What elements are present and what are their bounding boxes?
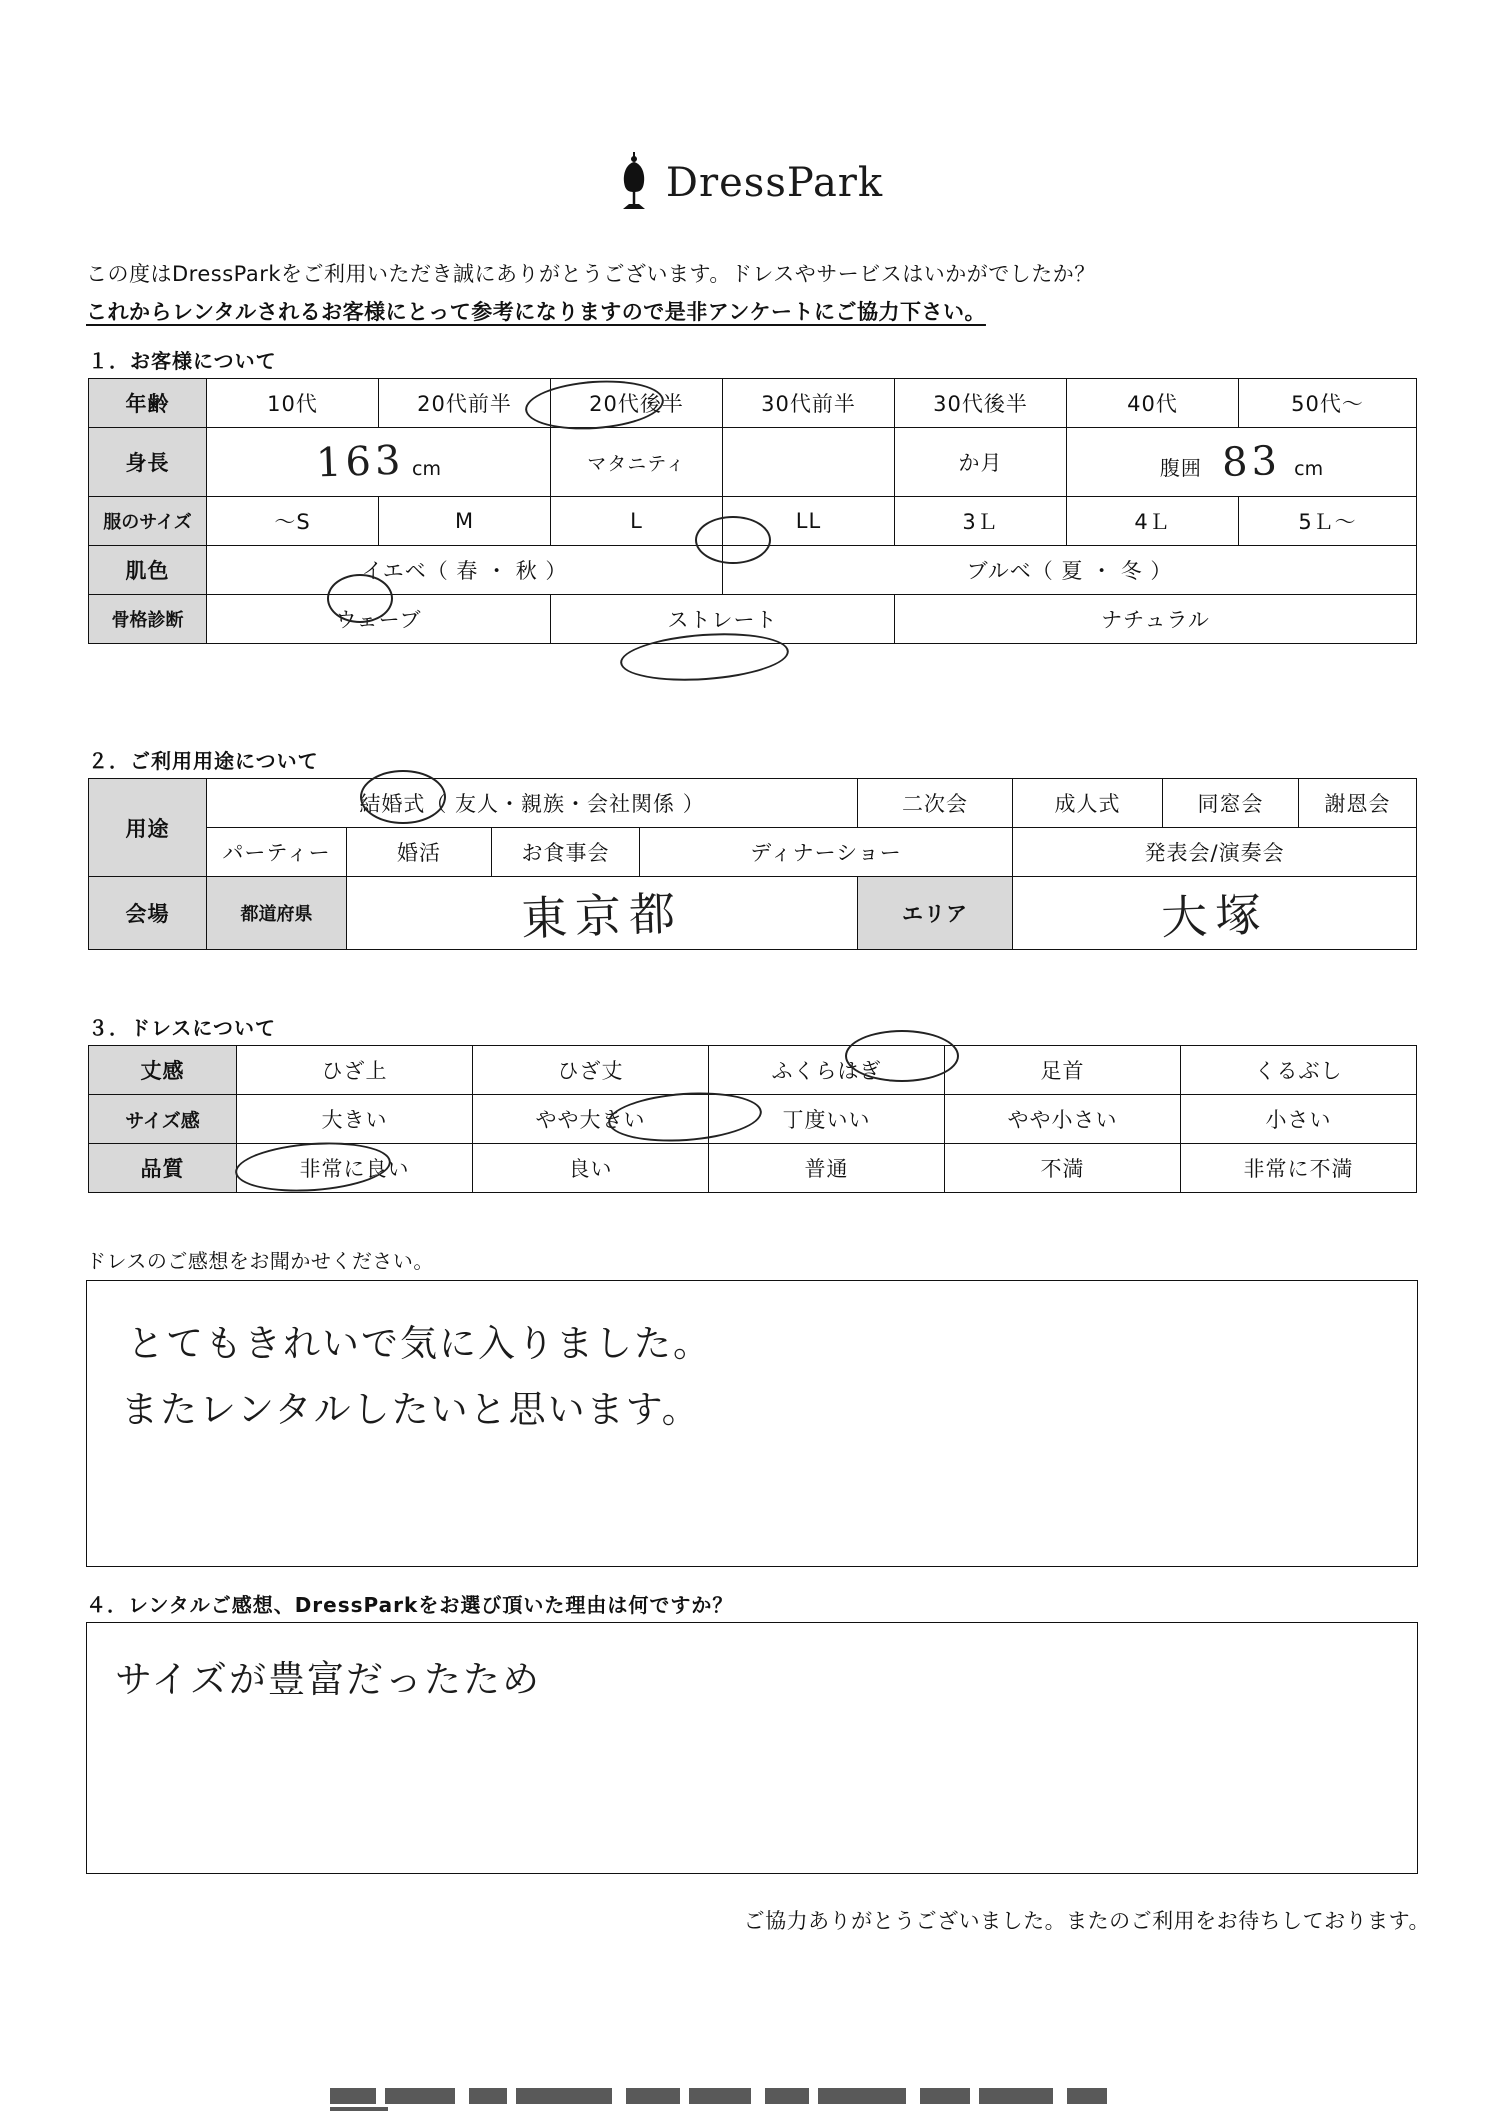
quality-option-good[interactable]: 良い: [473, 1144, 709, 1193]
age-option-20s-early[interactable]: 20代前半: [379, 379, 551, 428]
skin-tone-option-yellow-base[interactable]: イエベ（ 春 ・ 秋 ）: [207, 546, 723, 595]
dress-form-icon: [617, 150, 651, 216]
table-row-height: [89, 428, 1417, 497]
section-2-heading: ２．ご利用用途について: [88, 749, 319, 773]
impression-textbox[interactable]: [86, 1280, 1418, 1567]
age-option-40s[interactable]: 40代: [1067, 379, 1239, 428]
size-option-3l[interactable]: 3Ｌ: [895, 497, 1067, 546]
table-row-quality: [89, 1144, 1417, 1193]
age-option-30s-early[interactable]: 30代前半: [723, 379, 895, 428]
row-header-venue: 会場: [89, 877, 207, 950]
waist-label: 腹囲: [1159, 456, 1202, 480]
row-header-length: 丈感: [89, 1046, 237, 1095]
row-header-quality: 品質: [89, 1144, 237, 1193]
age-option-10s[interactable]: 10代: [207, 379, 379, 428]
age-option-30s-late[interactable]: 30代後半: [895, 379, 1067, 428]
quality-option-normal[interactable]: 普通: [709, 1144, 945, 1193]
area-label: エリア: [858, 877, 1013, 950]
height-unit: cm: [412, 458, 441, 480]
purpose-option-recital[interactable]: 発表会/演奏会: [1013, 828, 1417, 877]
purpose-option-wedding[interactable]: 結婚式（ 友人・親族・会社関係 ）: [207, 779, 858, 828]
footer-scan-artifact: [330, 2085, 1170, 2111]
fit-option-large[interactable]: 大きい: [237, 1095, 473, 1144]
area-value-cell[interactable]: [1013, 877, 1417, 950]
length-option-ankle[interactable]: 足首: [945, 1046, 1181, 1095]
customer-info-table: [88, 378, 1417, 644]
length-option-anklebone[interactable]: くるぶし: [1181, 1046, 1417, 1095]
row-header-size: 服のサイズ: [89, 497, 207, 546]
prefecture-value-cell[interactable]: [347, 877, 858, 950]
purpose-option-matchmaking[interactable]: 婚活: [347, 828, 492, 877]
height-value: 163: [315, 437, 406, 487]
size-option-5l[interactable]: 5Ｌ～: [1239, 497, 1417, 546]
table-row-skin-tone: [89, 546, 1417, 595]
waist-unit: cm: [1294, 458, 1324, 480]
row-header-purpose: 用途: [89, 779, 207, 877]
waist-value: 83: [1220, 437, 1282, 487]
body-type-option-wave[interactable]: ウェーブ: [207, 595, 551, 644]
size-option-ll[interactable]: LL: [723, 497, 895, 546]
section-3-heading: ３．ドレスについて: [88, 1016, 276, 1040]
table-row-size: [89, 497, 1417, 546]
section-1-heading: １．お客様について: [88, 349, 277, 373]
purpose-option-dining[interactable]: お食事会: [492, 828, 640, 877]
intro-line-1: この度はDressParkをご利用いただき誠にありがとうございます。ドレスやサービスはいかがでしたか？: [86, 262, 1096, 286]
row-header-body-type: 骨格診断: [89, 595, 207, 644]
purpose-option-dinner-show[interactable]: ディナーショー: [640, 828, 1013, 877]
usage-table: [88, 778, 1417, 950]
length-option-calf[interactable]: ふくらはぎ: [709, 1046, 945, 1095]
size-option-4l[interactable]: 4Ｌ: [1067, 497, 1239, 546]
purpose-option-thanksgiving[interactable]: 謝恩会: [1299, 779, 1417, 828]
table-row-venue: [89, 877, 1417, 950]
brand-name: DressPark: [665, 160, 884, 206]
reason-textbox[interactable]: [86, 1622, 1418, 1874]
quality-option-very-good[interactable]: 非常に良い: [237, 1144, 473, 1193]
prefecture-value: 東京都: [520, 886, 685, 946]
purpose-option-coming-of-age[interactable]: 成人式: [1013, 779, 1163, 828]
impression-prompt: ドレスのご感想をお聞かせください。: [86, 1249, 434, 1273]
table-row-age: [89, 379, 1417, 428]
maternity-months-blank[interactable]: [723, 428, 895, 497]
length-option-above-knee[interactable]: ひざ上: [237, 1046, 473, 1095]
height-value-cell[interactable]: [207, 428, 551, 497]
size-option-l[interactable]: L: [551, 497, 723, 546]
size-option-m[interactable]: M: [379, 497, 551, 546]
impression-line-2: またレンタルしたいと思います。: [121, 1388, 701, 1431]
table-row-fit: [89, 1095, 1417, 1144]
age-option-20s-late[interactable]: 20代後半: [551, 379, 723, 428]
quality-option-unsatisfied[interactable]: 不満: [945, 1144, 1181, 1193]
fit-option-just-right[interactable]: 丁度いい: [709, 1095, 945, 1144]
size-option-s[interactable]: ～S: [207, 497, 379, 546]
impression-line-1: とてもきれいで気に入りました。: [127, 1322, 712, 1365]
brand-logo: [0, 150, 1500, 216]
maternity-months-label: か月: [895, 428, 1067, 497]
section-4-heading: ４．レンタルご感想、DressParkをお選び頂いた理由は何ですか？: [86, 1593, 734, 1617]
length-option-knee[interactable]: ひざ丈: [473, 1046, 709, 1095]
intro-line-2: これからレンタルされるお客様にとって参考になりますので是非アンケートにご協力下さい。: [86, 300, 986, 324]
row-header-height: 身長: [89, 428, 207, 497]
purpose-option-reunion[interactable]: 同窓会: [1163, 779, 1299, 828]
quality-option-very-unsatisfied[interactable]: 非常に不満: [1181, 1144, 1417, 1193]
row-header-skin-tone: 肌色: [89, 546, 207, 595]
row-header-fit: サイズ感: [89, 1095, 237, 1144]
fit-option-small[interactable]: 小さい: [1181, 1095, 1417, 1144]
body-type-option-natural[interactable]: ナチュラル: [895, 595, 1417, 644]
skin-tone-option-blue-base[interactable]: ブルベ（ 夏 ・ 冬 ）: [723, 546, 1417, 595]
fit-option-slightly-large[interactable]: やや大きい: [473, 1095, 709, 1144]
age-option-50s[interactable]: 50代～: [1239, 379, 1417, 428]
row-header-age: 年齢: [89, 379, 207, 428]
purpose-option-party[interactable]: パーティー: [207, 828, 347, 877]
waist-cell[interactable]: [1067, 428, 1417, 497]
dress-table: [88, 1045, 1417, 1193]
area-value: 大塚: [1159, 887, 1270, 945]
table-row-purpose-1: [89, 779, 1417, 828]
body-type-option-straight[interactable]: ストレート: [551, 595, 895, 644]
fit-option-slightly-small[interactable]: やや小さい: [945, 1095, 1181, 1144]
purpose-option-after-party[interactable]: 二次会: [858, 779, 1013, 828]
prefecture-label: 都道府県: [207, 877, 347, 950]
closing-message: ご協力ありがとうございました。またのご利用をお待ちしております。: [743, 1909, 1430, 1933]
table-row-purpose-2: [89, 828, 1417, 877]
maternity-option[interactable]: マタニティ: [551, 428, 723, 497]
table-row-body-type: [89, 595, 1417, 644]
reason-line-1: サイズが豊富だったため: [115, 1658, 542, 1701]
table-row-length: [89, 1046, 1417, 1095]
